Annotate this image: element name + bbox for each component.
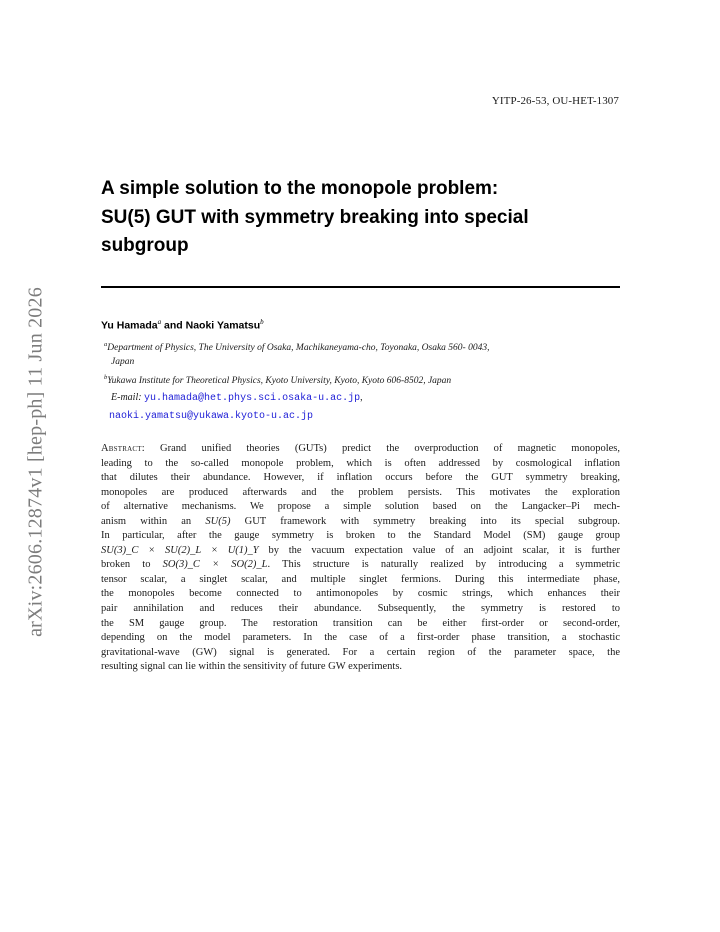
abstract-line: broken to SO(3)_C × SO(2)_L. This structure is naturally realized by introducing a symmetric (101, 559, 620, 571)
title-rule (101, 286, 620, 288)
abstract-line: depending on the model parameters. In the case of a first-order phase transition, a stochastic (101, 632, 620, 644)
affiliation-a (104, 341, 489, 353)
author-name: Yu Hamada (101, 319, 158, 332)
abstract-line: pair annihilation and reduces their abundance. Subsequently, the symmetry is restored to (101, 603, 620, 615)
affiliation-mark: b (260, 318, 264, 326)
affiliation-mark: a (104, 341, 108, 348)
math-expression: SO(3)_C × SO(2)_L (162, 559, 268, 571)
email-label: E-mail: (111, 392, 142, 403)
paper-title (101, 175, 601, 261)
abstract-line: In particular, after the gauge symmetry is broken to the Standard Model (SM) gauge group (101, 530, 620, 542)
abstract-line: monopoles are produced afterwards and the problem persists. This motivates the exploration (101, 486, 620, 498)
affiliation-text: Yukawa Institute for Theoretical Physics, Kyoto University, Kyoto, Kyoto 606-8502, Japan (107, 376, 452, 387)
abstract-line: the SM gauge group. The restoration transition can be either first-order or second-order, (101, 617, 620, 629)
author-conjunction: and (164, 319, 183, 332)
abstract-line: the monopoles become connected to antimonopoles by cosmic strings, which enhances their (101, 588, 620, 600)
abstract-line: that dilutes their abundance. However, if inflation occurs before the GUT symmetry breaking, (101, 472, 620, 484)
email-separator: , (360, 392, 363, 403)
abstract-line: resulting signal can lie within the sensitivity of future GW experiments. (101, 661, 403, 673)
math-expression: SU(5) (205, 515, 231, 527)
report-number: YITP-26-53, OU-HET-1307 (491, 95, 619, 107)
email-line (111, 392, 363, 404)
abstract-line: Abstract: Grand unified theories (GUTs) predict the overproduction of magnetic monopoles, (101, 443, 620, 454)
math-expression: SU(3)_C × SU(2)_L × U(1)_Y (101, 544, 259, 556)
abstract-line: of alternative mechanisms. We propose a simple solution based on the Langacker–Pi mech- (101, 501, 620, 513)
abstract (101, 442, 620, 675)
abstract-heading: Abstract: (101, 443, 145, 454)
affiliation-a-continued: Japan (111, 357, 135, 367)
title-line-3: subgroup (101, 235, 189, 256)
abstract-line: gravitational-wave (GW) signal is generated. For a certain region of the parameter space, the (101, 646, 620, 658)
arxiv-identifier-stamp: arXiv:2606.12874v1 [hep-ph] 11 Jun 2026 (24, 287, 47, 637)
affiliation-mark: b (104, 374, 108, 381)
email-line (109, 410, 313, 422)
affiliation-mark: a (157, 318, 162, 326)
abstract-line: tensor scalar, a singlet scalar, and multiple singlet fermions. During this intermediate phase, (101, 573, 620, 585)
affiliation-b (104, 374, 451, 386)
title-line-1: A simple solution to the monopole problem: (101, 178, 499, 199)
affiliation-text: Department of Physics, The University of Osaka, Machikaneyama-cho, Toyonaka, Osaka 560- 0043, (107, 343, 490, 354)
author-name: Naoki Yamatsu (185, 319, 261, 332)
abstract-line: leading to the so-called monopole problem, which is often addressed by cosmological inflation (101, 457, 620, 469)
email-link[interactable]: naoki.yamatsu@yukawa.kyoto-u.ac.jp (109, 411, 314, 422)
email-link[interactable]: yu.hamada@het.phys.sci.osaka-u.ac.jp (144, 393, 361, 404)
author-list (101, 318, 264, 332)
abstract-line: anism within an SU(5) GUT framework with symmetry breaking into its special subgroup. (101, 515, 621, 527)
abstract-line: SU(3)_C × SU(2)_L × U(1)_Y by the vacuum expectation value of an adjoint scalar, it is further (101, 544, 620, 556)
title-line-2: SU(5) GUT with symmetry breaking into special (101, 206, 529, 228)
